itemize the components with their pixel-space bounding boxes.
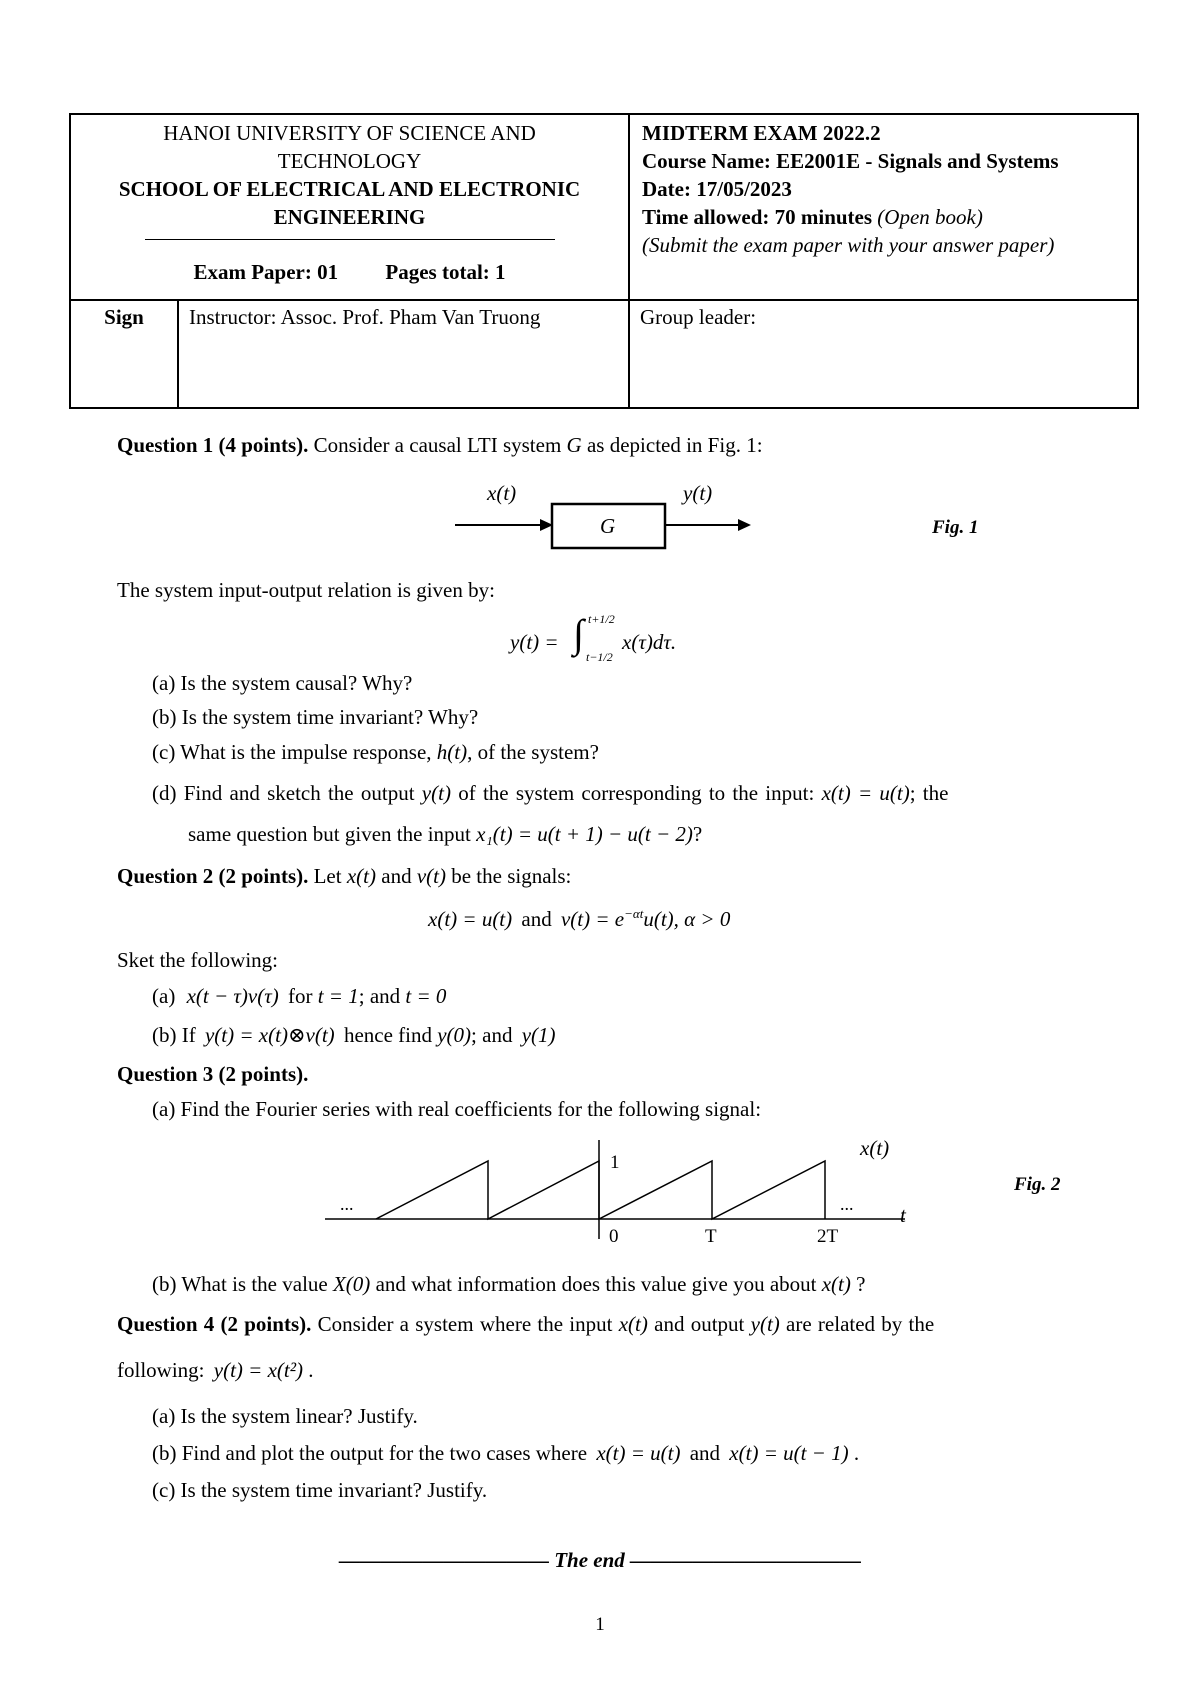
q2-x-symbol: x(t) xyxy=(346,864,376,888)
q1-part-d-input-symbol: x(t) = u(t) xyxy=(821,781,910,805)
fig2-tick-2T: 2T xyxy=(817,1226,839,1247)
q4-part-b-text-a: (b) Find and plot the output for the two cases where xyxy=(152,1441,588,1465)
q2-eq-v: v(t) = e xyxy=(560,907,625,931)
q2-part-a-t0: t = 0 xyxy=(405,984,447,1008)
q3-part-a: (a) Find the Fourier series with real coefficients for the following signal: xyxy=(152,1097,762,1121)
q1-part-d-text-a: (d) Find and sketch the output xyxy=(152,781,415,805)
q4-part-b-input1: x(t) = u(t) xyxy=(596,1441,681,1465)
q4-part-b xyxy=(152,1441,859,1466)
q2-part-a xyxy=(152,984,446,1009)
q1-part-d2-input-symbol: x₁(t) = u(t + 1) − u(t − 2) xyxy=(476,822,693,846)
fig1-input-label: x(t) xyxy=(487,483,517,505)
q2-intro-and: and xyxy=(381,864,412,888)
q1-part-b: (b) Is the system time invariant? Why? xyxy=(152,705,479,729)
q4-part-a: (a) Is the system linear? Justify. xyxy=(152,1404,418,1428)
q1-part-a: (a) Is the system causal? Why? xyxy=(152,671,413,695)
q1-part-c-text-a: (c) What is the impulse response, xyxy=(152,740,432,764)
fig1-output-label: y(t) xyxy=(683,483,713,505)
group-leader: Group leader: xyxy=(629,300,1138,408)
exam-paper-line xyxy=(71,258,628,286)
q4-title: Question 4 (2 points). xyxy=(117,1312,312,1336)
q1-eq-lower-limit: t−1/2 xyxy=(586,650,613,664)
fig1-caption: Fig. 1 xyxy=(932,517,979,538)
q1-intro-text-b: as depicted in Fig. 1: xyxy=(586,433,763,457)
submit-note: (Submit the exam paper with your answer paper) xyxy=(642,233,1055,257)
q2-part-a-t1: t = 1 xyxy=(317,984,359,1008)
q2-part-a-and: ; and xyxy=(358,984,401,1008)
fig2-tick-T: T xyxy=(705,1226,717,1247)
q3-part-b-text-c: ? xyxy=(856,1272,866,1296)
the-end-marker: —————————— The end ——————————— xyxy=(338,1548,862,1572)
q3-title xyxy=(117,1062,308,1087)
q4-relation-text: following: xyxy=(117,1358,205,1382)
header-left-cell xyxy=(70,114,629,300)
q2-intro-text-b: be the signals: xyxy=(451,864,572,888)
q1-title: Question 1 (4 points). xyxy=(117,433,309,457)
q1-part-d-output-symbol: y(t) xyxy=(421,781,451,805)
q4-part-b-period: . xyxy=(853,1441,860,1465)
q4-part-b-input2: x(t) = u(t − 1) xyxy=(729,1441,849,1465)
q3-part-b-x-symbol: x(t) xyxy=(821,1272,851,1296)
q2-part-b-and: ; and xyxy=(471,1023,513,1047)
school-line-2: ENGINEERING xyxy=(273,205,426,229)
q2-eq-x: x(t) = u(t) xyxy=(428,907,513,931)
header-right-cell xyxy=(629,114,1138,300)
q2-part-b xyxy=(152,1023,556,1048)
q4-intro-and: and output xyxy=(654,1312,745,1336)
q1-impulse-symbol: h(t) xyxy=(436,740,468,764)
q2-part-b-convolution: y(t) = x(t)⊗v(t) xyxy=(204,1023,335,1047)
q1-relation-text: The system input-output relation is given by: xyxy=(117,578,495,602)
open-book-note: (Open book) xyxy=(877,205,983,229)
fig1-block-label: G xyxy=(600,514,616,538)
q3-part-b-X0: X(0) xyxy=(332,1272,371,1296)
q1-equation xyxy=(510,612,730,664)
fig1-block-diagram xyxy=(440,483,1000,553)
fig2-axis-label: t xyxy=(900,1203,906,1227)
header-divider xyxy=(145,239,555,240)
pages-total: Pages total: 1 xyxy=(385,260,506,284)
university-line-1: HANOI UNIVERSITY OF SCIENCE AND xyxy=(163,121,536,145)
q1-part-c-text-b: , of the system? xyxy=(467,740,599,764)
fig2-right-ellipsis: ... xyxy=(840,1194,854,1214)
q2-part-b-text-b: hence find xyxy=(343,1023,432,1047)
exam-paper-number: Exam Paper: 01 xyxy=(193,260,339,284)
q2-part-a-product: x(t − τ)v(τ) xyxy=(186,984,279,1008)
q2-part-a-for: for xyxy=(287,984,313,1008)
fig2-sawtooth-waveform xyxy=(376,1161,825,1219)
q2-v-symbol: v(t) xyxy=(416,864,446,888)
q4-intro-text-a: Consider a system where the input xyxy=(317,1312,613,1336)
fig2-caption: Fig. 2 xyxy=(1014,1174,1061,1195)
q4-relation-period: . xyxy=(308,1358,314,1382)
fig2-amplitude-label: 1 xyxy=(610,1152,620,1173)
q3-title-text: Question 3 (2 points). xyxy=(117,1062,309,1086)
instructor-name: Instructor: Assoc. Prof. Pham Van Truong xyxy=(178,300,629,408)
fig2-sawtooth-signal xyxy=(320,1135,1100,1250)
course-name: Course Name: EE2001E - Signals and Systems xyxy=(642,149,1059,173)
page-number: 1 xyxy=(595,1614,605,1635)
q4-relation xyxy=(117,1358,314,1383)
q1-part-d2-text-b: ? xyxy=(692,822,703,846)
exam-title: MIDTERM EXAM 2022.2 xyxy=(642,121,881,145)
q4-x-symbol: x(t) xyxy=(618,1312,648,1336)
q2-part-b-text-a: (b) If xyxy=(152,1023,196,1047)
q4-part-b-and: and xyxy=(689,1441,721,1465)
q1-intro-text-a: Consider a causal LTI system xyxy=(313,433,562,457)
q1-system-symbol: G xyxy=(566,433,582,457)
exam-date: Date: 17/05/2023 xyxy=(642,177,792,201)
sign-label: Sign xyxy=(70,300,178,408)
q2-intro-text-a: Let xyxy=(313,864,342,888)
q3-part-b xyxy=(152,1272,865,1297)
q2-eq-exponent: −αt xyxy=(624,906,644,921)
q4-relation-equation: y(t) = x(t²) xyxy=(213,1358,303,1382)
fig2-left-ellipsis: ... xyxy=(340,1194,354,1214)
q2-title: Question 2 (2 points). xyxy=(117,864,309,888)
fig2-signal-label: x(t) xyxy=(860,1136,890,1160)
integral-sign-icon: ∫ xyxy=(573,611,584,656)
q3-part-b-text-a: (b) What is the value xyxy=(152,1272,328,1296)
q1-eq-lhs: y(t) = xyxy=(510,630,559,654)
q4-y-symbol: y(t) xyxy=(750,1312,780,1336)
time-allowed-label: Time allowed: 70 minutes xyxy=(642,205,873,229)
q2-eq-and: and xyxy=(521,907,552,931)
university-line-2: TECHNOLOGY xyxy=(277,149,422,173)
fig1-output-arrowhead xyxy=(738,519,751,531)
q1-intro xyxy=(117,433,763,458)
q3-part-b-text-b: and what information does this value give you about xyxy=(375,1272,817,1296)
q1-part-d-line2 xyxy=(188,822,702,847)
q1-eq-integrand: x(τ)dτ. xyxy=(622,630,677,654)
fig2-tick-0: 0 xyxy=(609,1226,619,1247)
q1-part-d2-text-a: same question but given the input xyxy=(188,822,471,846)
q2-equation xyxy=(428,906,730,932)
q1-eq-upper-limit: t+1/2 xyxy=(588,612,615,626)
q2-sket: Sket the following: xyxy=(117,948,278,972)
q1-part-d-text-c: ; the xyxy=(909,781,949,805)
q2-part-b-y0: y(0) xyxy=(437,1023,472,1047)
q2-part-a-label: (a) xyxy=(152,984,176,1008)
school-line-1: SCHOOL OF ELECTRICAL AND ELECTRONIC xyxy=(118,177,581,201)
q2-eq-v-tail: u(t), α > 0 xyxy=(643,907,731,931)
q4-part-c: (c) Is the system time invariant? Justify. xyxy=(152,1478,488,1502)
q1-part-d-text-b: of the system corresponding to the input: xyxy=(458,781,815,805)
header-table xyxy=(69,113,1139,409)
q4-intro-text-b: are related by the xyxy=(786,1312,935,1336)
time-allowed xyxy=(642,203,1131,231)
q1-part-d xyxy=(152,781,948,806)
q4-intro xyxy=(117,1312,934,1337)
q2-intro xyxy=(117,864,571,889)
q1-part-c xyxy=(152,740,599,765)
q2-part-b-y1: y(1) xyxy=(521,1023,556,1047)
